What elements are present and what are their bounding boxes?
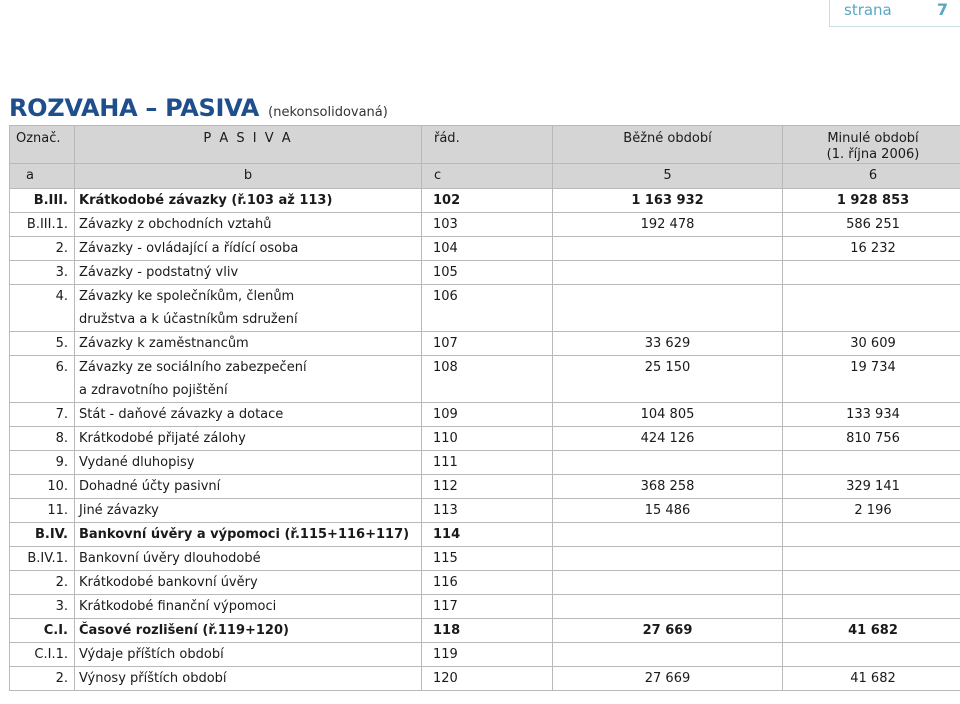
title-sub: (nekonsolidovaná) <box>268 105 388 120</box>
row-minule <box>783 261 960 285</box>
row-name: Krátkodobé bankovní úvěry <box>75 571 422 595</box>
header-letter-5: 5 <box>553 164 783 189</box>
table-row <box>10 667 960 691</box>
row-rad: 119 <box>422 643 553 667</box>
row-rad: 110 <box>422 427 553 451</box>
header-minule-line2: (1. října 2006) <box>826 147 920 162</box>
row-rad: 113 <box>422 499 553 523</box>
row-name: Závazky z obchodních vztahů <box>75 213 422 237</box>
row-rad: 107 <box>422 332 553 356</box>
row-bezne <box>553 285 783 332</box>
row-bezne <box>553 547 783 571</box>
row-minule: 16 232 <box>783 237 960 261</box>
row-bezne <box>553 523 783 547</box>
header-minule-line1: Minulé období <box>827 131 919 146</box>
row-minule: 30 609 <box>783 332 960 356</box>
row-rad: 114 <box>422 523 553 547</box>
row-oznac: 10. <box>10 475 75 499</box>
table-row <box>10 332 960 356</box>
row-minule: 41 682 <box>783 619 960 643</box>
row-rad: 103 <box>422 213 553 237</box>
row-name <box>75 285 422 332</box>
table-row <box>10 189 960 213</box>
row-minule <box>783 595 960 619</box>
row-bezne <box>553 595 783 619</box>
row-name-line2: družstva a k účastníkům sdružení <box>79 312 298 327</box>
row-name-line2: a zdravotního pojištění <box>79 383 228 398</box>
table-row <box>10 427 960 451</box>
row-rad: 104 <box>422 237 553 261</box>
row-oznac: 2. <box>10 571 75 595</box>
row-minule <box>783 523 960 547</box>
row-rad: 111 <box>422 451 553 475</box>
table-row <box>10 213 960 237</box>
row-bezne: 27 669 <box>553 667 783 691</box>
row-bezne <box>553 261 783 285</box>
row-oznac: 8. <box>10 427 75 451</box>
row-oznac: B.IV.1. <box>10 547 75 571</box>
row-rad: 115 <box>422 547 553 571</box>
row-oznac: 3. <box>10 261 75 285</box>
row-minule: 329 141 <box>783 475 960 499</box>
row-name: Výnosy příštích období <box>75 667 422 691</box>
row-name: Jiné závazky <box>75 499 422 523</box>
row-name: Vydané dluhopisy <box>75 451 422 475</box>
balance-sheet-table <box>9 125 960 691</box>
table-row <box>10 451 960 475</box>
row-bezne: 27 669 <box>553 619 783 643</box>
row-oznac: 9. <box>10 451 75 475</box>
row-rad: 102 <box>422 189 553 213</box>
row-oznac: B.III. <box>10 189 75 213</box>
header-oznac: Označ. <box>10 126 75 164</box>
row-bezne <box>553 237 783 261</box>
page-label: strana <box>844 1 892 19</box>
row-rad: 112 <box>422 475 553 499</box>
table-row <box>10 523 960 547</box>
row-oznac: B.III.1. <box>10 213 75 237</box>
row-minule <box>783 571 960 595</box>
row-rad: 105 <box>422 261 553 285</box>
row-bezne: 1 163 932 <box>553 189 783 213</box>
table-row <box>10 499 960 523</box>
row-name-line1: Závazky ke společníkům, členům <box>79 289 295 304</box>
row-minule: 810 756 <box>783 427 960 451</box>
table-row <box>10 475 960 499</box>
header-letter-b: b <box>75 164 422 189</box>
row-name: Bankovní úvěry dlouhodobé <box>75 547 422 571</box>
row-oznac: 2. <box>10 667 75 691</box>
header-pasiva: P A S I V A <box>75 126 422 164</box>
row-bezne: 104 805 <box>553 403 783 427</box>
row-oznac: C.I. <box>10 619 75 643</box>
header-rad: řád. <box>422 126 553 164</box>
row-oznac: 11. <box>10 499 75 523</box>
row-rad: 118 <box>422 619 553 643</box>
row-minule <box>783 451 960 475</box>
row-minule: 1 928 853 <box>783 189 960 213</box>
header-letter-a: a <box>10 164 75 189</box>
header-row <box>10 126 960 164</box>
row-bezne: 424 126 <box>553 427 783 451</box>
row-rad: 108 <box>422 356 553 403</box>
table-row <box>10 595 960 619</box>
row-rad: 117 <box>422 595 553 619</box>
row-bezne: 192 478 <box>553 213 783 237</box>
row-name-line1: Závazky ze sociálního zabezpečení <box>79 360 307 375</box>
row-minule: 19 734 <box>783 356 960 403</box>
row-name: Výdaje příštích období <box>75 643 422 667</box>
row-bezne <box>553 571 783 595</box>
row-name <box>75 356 422 403</box>
header-minule <box>783 126 960 164</box>
row-name: Stát - daňové závazky a dotace <box>75 403 422 427</box>
row-minule: 586 251 <box>783 213 960 237</box>
row-name: Krátkodobé závazky (ř.103 až 113) <box>75 189 422 213</box>
row-rad: 120 <box>422 667 553 691</box>
page-title <box>9 94 388 122</box>
row-minule: 133 934 <box>783 403 960 427</box>
row-minule <box>783 547 960 571</box>
row-bezne: 25 150 <box>553 356 783 403</box>
row-name: Závazky - podstatný vliv <box>75 261 422 285</box>
row-name: Závazky - ovládající a řídící osoba <box>75 237 422 261</box>
title-main: ROZVAHA – PASIVA <box>9 94 260 122</box>
row-name: Krátkodobé přijaté zálohy <box>75 427 422 451</box>
table-row <box>10 285 960 332</box>
header-letter-6: 6 <box>783 164 960 189</box>
table-row <box>10 547 960 571</box>
row-bezne: 15 486 <box>553 499 783 523</box>
table-row <box>10 571 960 595</box>
row-name: Závazky k zaměstnancům <box>75 332 422 356</box>
row-minule <box>783 285 960 332</box>
row-oznac: C.I.1. <box>10 643 75 667</box>
row-bezne <box>553 643 783 667</box>
row-minule: 41 682 <box>783 667 960 691</box>
row-oznac: 4. <box>10 285 75 332</box>
row-oznac: 2. <box>10 237 75 261</box>
row-name: Časové rozlišení (ř.119+120) <box>75 619 422 643</box>
row-rad: 116 <box>422 571 553 595</box>
table-row <box>10 261 960 285</box>
table-row <box>10 403 960 427</box>
table-row <box>10 356 960 403</box>
row-minule: 2 196 <box>783 499 960 523</box>
table-row <box>10 643 960 667</box>
row-oznac: 3. <box>10 595 75 619</box>
row-name: Dohadné účty pasivní <box>75 475 422 499</box>
row-rad: 106 <box>422 285 553 332</box>
header-letter-c: c <box>422 164 553 189</box>
row-oznac: B.IV. <box>10 523 75 547</box>
row-bezne: 368 258 <box>553 475 783 499</box>
row-name: Krátkodobé finanční výpomoci <box>75 595 422 619</box>
header-bezne: Běžné období <box>553 126 783 164</box>
row-rad: 109 <box>422 403 553 427</box>
table-row <box>10 619 960 643</box>
row-bezne: 33 629 <box>553 332 783 356</box>
row-oznac: 6. <box>10 356 75 403</box>
row-bezne <box>553 451 783 475</box>
row-minule <box>783 643 960 667</box>
page-number: 7 <box>936 0 948 19</box>
row-oznac: 7. <box>10 403 75 427</box>
row-name: Bankovní úvěry a výpomoci (ř.115+116+117) <box>75 523 422 547</box>
header-letters-row <box>10 164 960 189</box>
page-header <box>829 0 960 27</box>
row-oznac: 5. <box>10 332 75 356</box>
table-row <box>10 237 960 261</box>
